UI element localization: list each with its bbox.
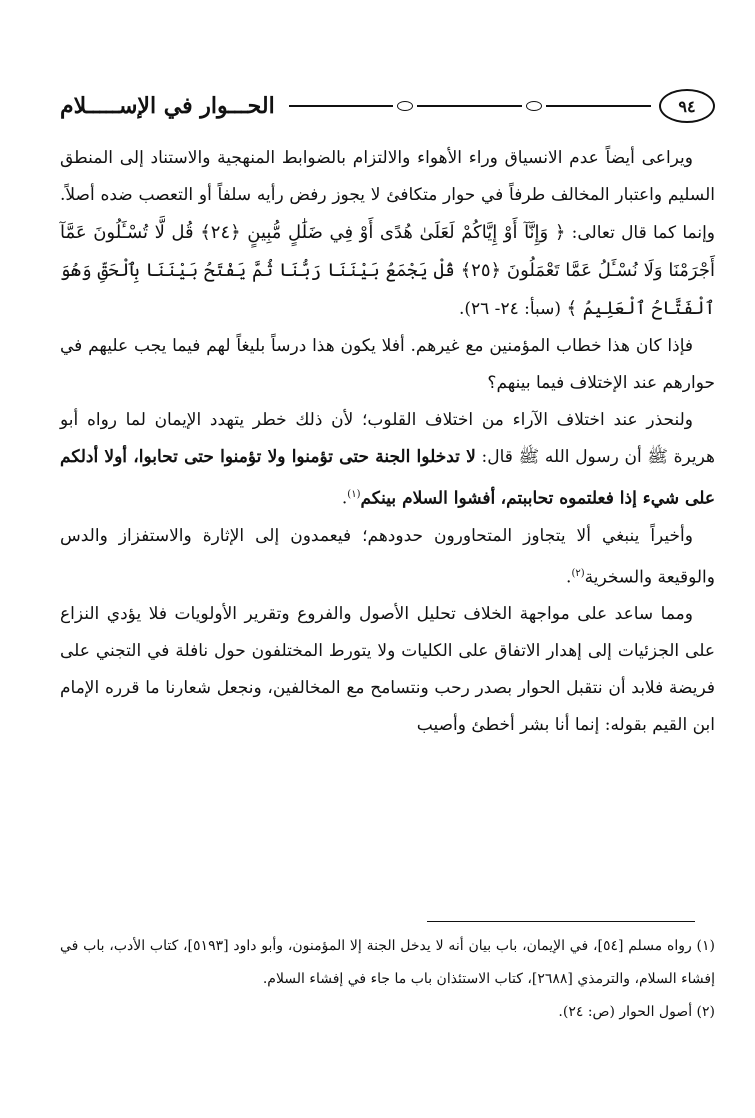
footnote: (١) رواه مسلم [٥٤]، في الإيمان، باب بيان أنه لا يدخل الجنة إلا المؤمنون، وأبو داود [٥١٩٣]، كتاب الأدب، باب في إفشاء السلام، والترمذي [٢٦٨٨]، كتاب الاستئذان باب ما جاء في إفشاء السلام. (60, 938, 715, 987)
page-number-badge: ٩٤ (659, 89, 715, 123)
paragraph-text: ولنحذر عند اختلاف الآراء من اختلاف القلوب؛ لأن ذلك خطر يتهدد الإيمان لما رواه أبو هريرة ﷺ أن رسول الله ﷺ قال: (60, 410, 716, 467)
hadith-text: أفشوا السلام بينكم (360, 488, 496, 509)
footnotes (60, 930, 715, 1029)
running-title: الحـــوار في الإســـــلام (60, 93, 275, 119)
paragraph: ومما ساعد على مواجهة الخلاف تحليل الأصول والفروع وتقرير الأولويات فلا يؤدي النزاع على الجزئيات إلى إهدار الاتفاق على الكليات ولا يتورط المختلفون حول نافلة في التجني على فريضة فلابد أن نتقبل الحوار بصدر رحب ونتسامح مع المخالفين، ونجعل شعارنا ما قرره الإمام ابن القيم بقوله: إنما أنا بشر أخطئ وأصيب (60, 604, 715, 736)
quran-verse: ﴿ وَإِنَّآ أَوْ إِيَّاكُمْ لَعَلَىٰ هُدًى أَوْ فِي ضَلَٰلٍ مُّبِينٍ ﴿٢٤﴾ قُل لَّا تُسْـَٔلُونَ عَمَّآ أَجْرَمْنَا وَلَا نُسْـَٔلُ عَمَّا تَعْمَلُونَ ﴿٢٥﴾ قُلْ يَجْمَعُ بَيْنَنَا رَبُّنَا ثُمَّ يَفْتَحُ بَيْنَنَا بِٱلْحَقِّ وَهُوَ ٱلْفَتَّاحُ ٱلْعَلِيمُ ﴾ (60, 222, 715, 319)
header-ornament-line (289, 105, 394, 107)
paragraph: وأخيراً ينبغي ألا يتجاوز المتحاورون حدودهم؛ فيعمدون إلى الإثارة والاستفزاز والدس والوقيعة والسخرية$^{(٢)}$. (60, 525, 715, 588)
footnote: (٢) أصول الحوار (ص: ٢٤). (558, 1004, 715, 1020)
footnote-separator (427, 921, 695, 922)
header-ornament-line (417, 105, 522, 107)
header-ornament-circle (397, 101, 413, 111)
footnote-marker: (٢) (571, 567, 585, 579)
hadith-text: لا تدخلوا الجنة حتى تؤمنوا ولا تؤمنوا حتى تحابوا، أولا أدلكم على شيء إذا فعلتموه تحاببتم، (60, 447, 715, 509)
paragraph-text: وأخيراً ينبغي ألا يتجاوز المتحاورون حدودهم؛ فيعمدون إلى الإثارة والاستفزاز والدس والوقيعة والسخرية (60, 525, 715, 588)
footnote-marker: (١) (347, 489, 361, 500)
page-header (60, 86, 715, 126)
paragraph: فإذا كان هذا خطاب المؤمنين مع غيرهم. أفلا يكون هذا درساً بليغاً لهم فيما يجب عليهم في حوارهم عند الإختلاف فيما بينهم؟ (60, 336, 715, 393)
header-ornament-circle (526, 101, 542, 111)
paragraph (60, 140, 715, 328)
verse-reference: (سبأ: ٢٤- ٢٦). (458, 299, 562, 319)
paragraph-text: ويراعى أيضاً عدم الانسياق وراء الأهواء والالتزام بالضوابط المنهجية والاستناد إلى المنطق السليم واعتبار المخالف طرفاً في حوار متكافئ لا يجوز رفض رأيه سلفاً أو التعصب ضده أصلاً. وإنما كما قال تعالى: (60, 148, 716, 243)
main-text (60, 140, 715, 744)
paragraph: ولنحذر عند اختلاف الآراء من اختلاف القلوب؛ لأن ذلك خطر يتهدد الإيمان لما رواه أبو هريرة ﷺ أن رسول الله ﷺ قال: لا تدخلوا الجنة حتى تؤمنوا ولا تؤمنوا حتى تحابوا، أولا أدلكم على شيء إذا فعلتموه تحاببتم، أفشوا السلام بينكم$^{(١)}$. (60, 410, 716, 509)
header-ornament-line (546, 105, 651, 107)
